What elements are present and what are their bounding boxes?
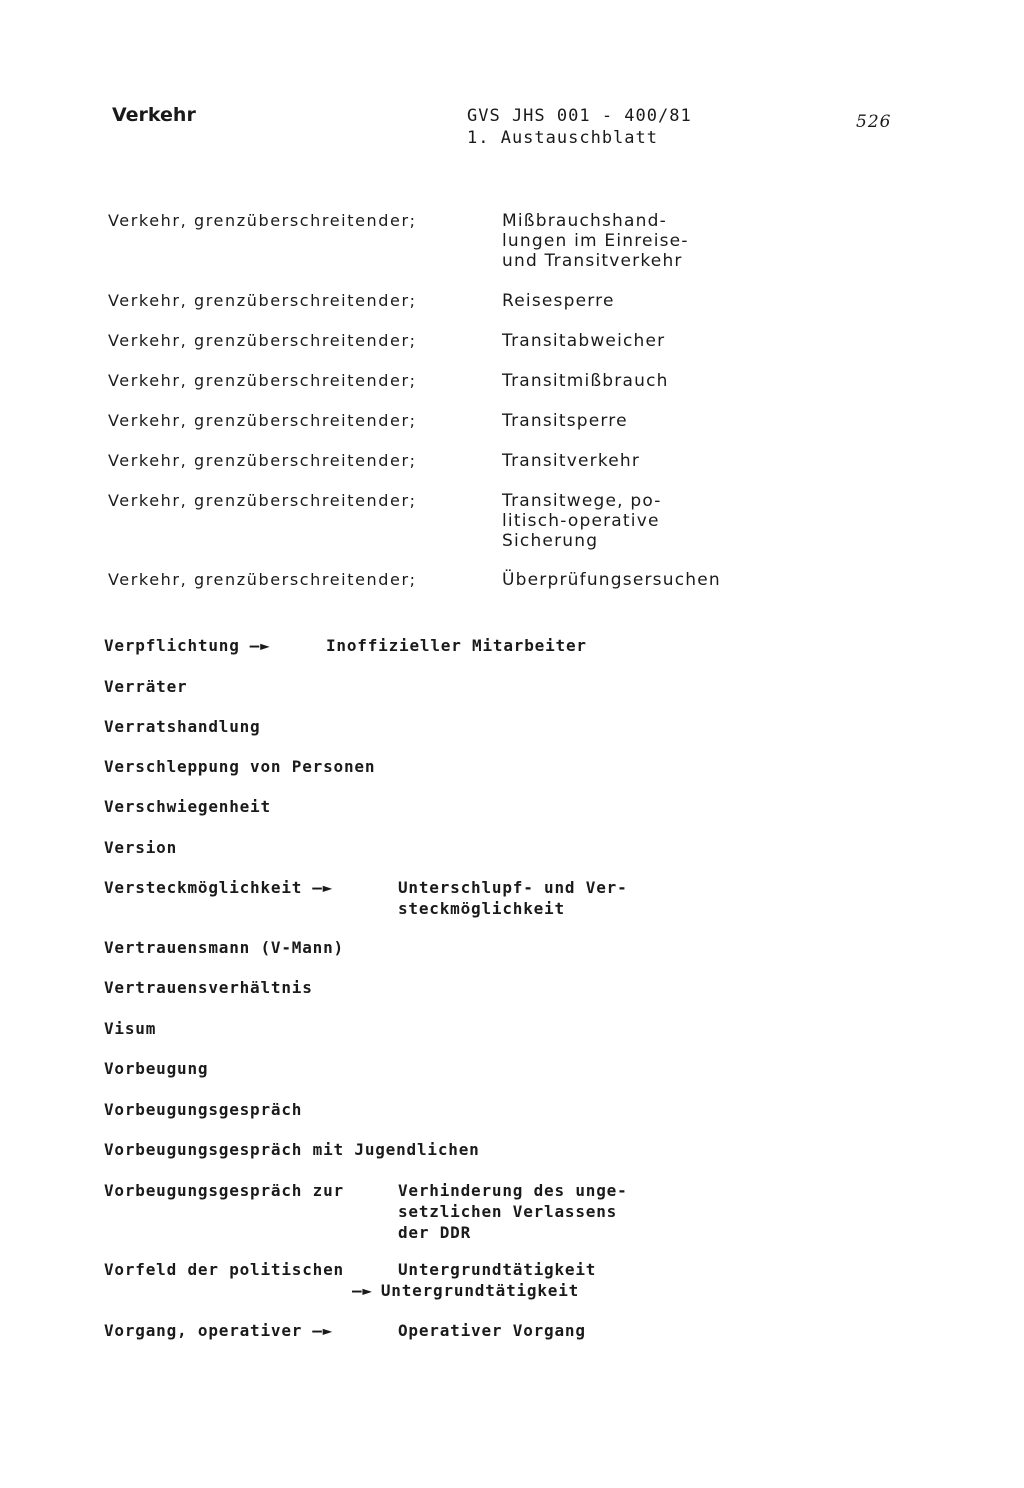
entry-subterm-line: Sicherung bbox=[502, 531, 599, 551]
entry-subterm bbox=[502, 411, 628, 431]
entry-subterm-line: Transitverkehr bbox=[502, 451, 641, 471]
entry-term: Verschleppung von Personen bbox=[104, 757, 376, 776]
entry-subterm-line: Transitwege, po- bbox=[502, 491, 662, 511]
index-entry bbox=[104, 1099, 302, 1120]
entry-see-reference-text: Untergrundtätigkeit bbox=[380, 1281, 580, 1300]
entry-subterm-line: Transitmißbrauch bbox=[502, 371, 669, 391]
entry-subterm bbox=[502, 371, 669, 391]
entry-reference-line: Unterschlupf- und Ver- bbox=[398, 878, 628, 897]
entry-term: Verkehr, grenzüberschreitender; bbox=[108, 491, 417, 510]
entry-term: Verkehr, grenzüberschreitender; bbox=[108, 570, 417, 589]
see-reference-arrow-icon: —► bbox=[312, 878, 334, 897]
index-entry bbox=[104, 635, 587, 656]
entry-reference bbox=[326, 635, 587, 656]
entry-term: Verkehr, grenzüberschreitender; bbox=[108, 291, 417, 310]
entry-subterm-line: Transitabweicher bbox=[502, 331, 666, 351]
entry-subterm-line: Mißbrauchshand- bbox=[502, 211, 667, 231]
entry-term: Verkehr, grenzüberschreitender; bbox=[108, 211, 417, 230]
index-entry bbox=[104, 676, 187, 697]
entry-term: Verschwiegenheit bbox=[104, 797, 271, 816]
index-entry bbox=[104, 716, 261, 737]
entry-reference-line: Operativer Vorgang bbox=[398, 1321, 586, 1340]
sheet-label: 1. Austauschblatt bbox=[467, 128, 658, 148]
see-reference-arrow-icon: —► bbox=[249, 636, 271, 655]
entry-reference bbox=[398, 1259, 596, 1280]
page-number: 526 bbox=[856, 112, 892, 132]
entry-reference-line: der DDR bbox=[398, 1223, 472, 1242]
entry-subterm bbox=[502, 451, 640, 471]
index-entry bbox=[104, 1018, 156, 1039]
see-reference-arrow-icon: —► bbox=[312, 1321, 334, 1340]
entry-subterm bbox=[502, 331, 665, 351]
index-entry bbox=[104, 877, 628, 918]
index-entry bbox=[104, 1180, 628, 1242]
entry-term: Verkehr, grenzüberschreitender; bbox=[108, 331, 417, 350]
entry-term: Verkehr, grenzüberschreitender; bbox=[108, 371, 417, 390]
entry-reference bbox=[398, 1320, 586, 1341]
see-reference-arrow-icon: —► bbox=[352, 1281, 373, 1300]
entry-reference-line: setzlichen Verlassens bbox=[398, 1202, 618, 1221]
entry-reference-line: steckmöglichkeit bbox=[398, 899, 565, 918]
entry-subterm bbox=[502, 491, 662, 551]
index-entry bbox=[104, 837, 177, 858]
entry-term: Versteckmöglichkeit bbox=[104, 878, 303, 897]
entry-subterm-line: Überprüfungsersuchen bbox=[502, 570, 721, 590]
entry-see-reference bbox=[352, 1280, 579, 1301]
entry-reference-line: Verhinderung des unge- bbox=[398, 1181, 628, 1200]
index-entry bbox=[104, 796, 271, 817]
index-entry bbox=[104, 1058, 208, 1079]
entry-term: Vorbeugung bbox=[104, 1059, 209, 1078]
entry-subterm-line: Reisesperre bbox=[502, 291, 615, 311]
entry-term: Vorgang, operativer bbox=[104, 1321, 303, 1340]
entry-subterm-line: litisch-operative bbox=[502, 511, 660, 531]
entry-reference bbox=[398, 1180, 628, 1243]
index-entry bbox=[104, 1259, 597, 1300]
entry-term: Verpflichtung bbox=[104, 636, 240, 655]
index-entry bbox=[104, 977, 313, 998]
entry-term: Version bbox=[104, 838, 178, 857]
entry-term: Vertrauensmann (V-Mann) bbox=[104, 938, 344, 957]
entry-term: Verräter bbox=[104, 677, 188, 696]
entry-subterm-line: lungen im Einreise- bbox=[502, 231, 689, 251]
index-entry bbox=[104, 756, 375, 777]
entry-reference-line: Untergrundtätigkeit bbox=[398, 1260, 597, 1279]
entry-term: Verratshandlung bbox=[104, 717, 261, 736]
document-id: GVS JHS 001 - 400/81 bbox=[467, 106, 692, 126]
section-heading: Verkehr bbox=[112, 104, 196, 126]
entry-subterm-line: Transitsperre bbox=[502, 411, 628, 431]
entry-term: Vorbeugungsgespräch zur bbox=[104, 1181, 344, 1200]
entry-reference-line: Inoffizieller Mitarbeiter bbox=[326, 636, 587, 655]
entry-term: Vorbeugungsgespräch mit Jugendlichen bbox=[104, 1140, 480, 1159]
entry-subterm bbox=[502, 570, 721, 590]
entry-term: Vorfeld der politischen bbox=[104, 1260, 344, 1279]
entry-reference bbox=[398, 877, 628, 919]
entry-term: Verkehr, grenzüberschreitender; bbox=[108, 411, 417, 430]
entry-term: Vorbeugungsgespräch bbox=[104, 1100, 303, 1119]
entry-term: Vertrauensverhältnis bbox=[104, 978, 313, 997]
index-entry bbox=[104, 1139, 480, 1160]
entry-subterm-line: und Transitverkehr bbox=[502, 251, 683, 271]
entry-subterm bbox=[502, 211, 689, 271]
entry-term: Visum bbox=[104, 1019, 157, 1038]
entry-term: Verkehr, grenzüberschreitender; bbox=[108, 451, 417, 470]
entry-subterm bbox=[502, 291, 615, 311]
index-entry bbox=[104, 1320, 586, 1341]
index-entry bbox=[104, 937, 344, 958]
